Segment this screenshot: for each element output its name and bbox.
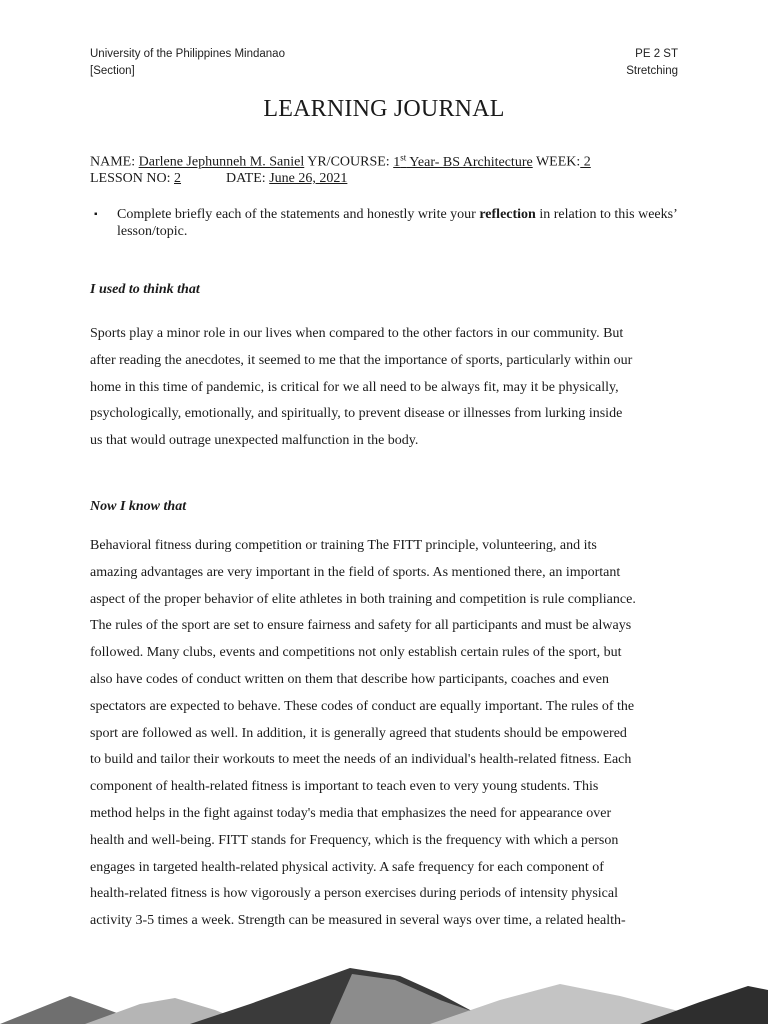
- name-value: Darlene Jephunneh M. Saniel: [138, 154, 305, 170]
- paragraph-line: engages in targeted health-related physical activity. A safe frequency for each component of: [90, 859, 604, 875]
- paragraph-line: aspect of the proper behavior of elite athletes in both training and competition is rule compliance.: [90, 591, 636, 607]
- course-code: PE 2 ST: [635, 48, 678, 60]
- lesson-value: 2: [174, 171, 182, 186]
- paragraph-used-to-think: [90, 321, 680, 455]
- instruction-item: [94, 206, 678, 240]
- paragraph-now-i-know: [90, 533, 680, 935]
- paragraph-line: health-related fitness is how vigorously a person exercises during periods of intensity physical: [90, 886, 618, 902]
- instruction-text: Complete briefly each of the statements and honestly write your reflection in relation to this weeks’ lesson/topic.: [117, 207, 677, 239]
- paragraph-line: followed. Many clubs, events and competitions not only establish certain rules of the sport, but: [90, 645, 622, 661]
- paragraph-line: home in this time of pandemic, is critical for we all need to be always fit, may it be physically,: [90, 379, 619, 395]
- paragraph-line: Behavioral fitness during competition or training The FITT principle, volunteering, and its: [90, 538, 597, 553]
- student-info-line-1: [90, 152, 591, 171]
- week-label: WEEK:: [535, 154, 581, 170]
- paragraph-line: after reading the anecdotes, it seemed to me that the importance of sports, particularly within our: [90, 352, 633, 368]
- mountain-silhouette-decoration: [0, 960, 768, 1024]
- paragraph-line: spectators are expected to behave. These codes of conduct are equally important. The rules of the: [90, 698, 635, 714]
- date-label: DATE:: [226, 171, 266, 186]
- section-heading-now-i-know: Now I know that: [90, 499, 187, 514]
- course-value: 1st Year- BS Architecture: [393, 152, 533, 170]
- university-name: University of the Philippines Mindanao: [90, 48, 285, 60]
- paragraph-line: method helps in the fight against today's media that emphasizes the need for appearance over: [90, 805, 612, 821]
- paragraph-line: also have codes of conduct written on them that describe how participants, coaches and even: [90, 671, 609, 687]
- date-value: June 26, 2021: [269, 171, 348, 186]
- paragraph-line: component of health-related fitness is important to teach even to very young students. This: [90, 779, 599, 795]
- paragraph-line: activity 3-5 times a week. Strength can be measured in several ways over time, a related health-: [90, 913, 626, 929]
- header-left: [90, 46, 285, 80]
- paragraph-line: sport are followed as well. In addition, it is generally agreed that students should be empowered: [90, 725, 627, 741]
- course-label: YR/COURSE:: [307, 154, 390, 170]
- lesson-label: LESSON NO:: [90, 171, 171, 186]
- paragraph-line: health and well-being. FITT stands for Frequency, which is the frequency with which a person: [90, 832, 619, 848]
- section-placeholder: [Section]: [90, 65, 135, 77]
- bullet-icon: ▪: [94, 209, 98, 220]
- paragraph-line: to build and tailor their workouts to meet the needs of an individual's health-related fitness. Each: [90, 752, 632, 768]
- mountain-far-right: [640, 986, 768, 1024]
- section-heading-used-to-think: I used to think that: [90, 282, 200, 297]
- name-label: NAME:: [90, 154, 136, 170]
- paragraph-line: The rules of the sport are set to ensure fairness and safety for all participants and must be always: [90, 618, 632, 634]
- paragraph-line: Sports play a minor role in our lives when compared to the other factors in our community. But: [90, 326, 624, 341]
- paragraph-line: amazing advantages are very important in the field of sports. As mentioned there, an important: [90, 564, 621, 580]
- page-title: LEARNING JOURNAL: [263, 96, 505, 122]
- paragraph-line: us that would outrage unexpected malfunction in the body.: [90, 433, 419, 449]
- week-value: 2: [580, 154, 591, 170]
- header-right: [626, 46, 678, 80]
- student-info-line-2: [90, 171, 347, 187]
- paragraph-line: psychologically, emotionally, and spiritually, to prevent disease or illnesses from lurking inside: [90, 406, 623, 422]
- course-topic: Stretching: [626, 65, 678, 77]
